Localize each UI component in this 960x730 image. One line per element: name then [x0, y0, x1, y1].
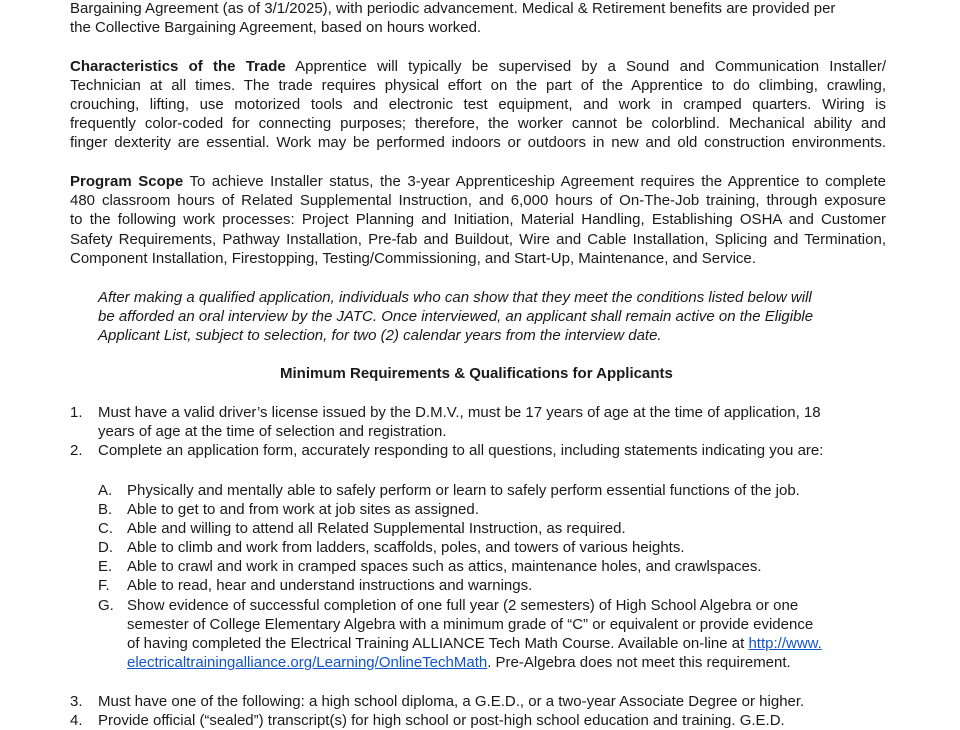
subitem-g-line-1: Show evidence of successful completion of one full year (2 semesters) of High School Algebra or one: [127, 597, 799, 614]
intro-line-2: the Collective Bargaining Agreement, based on hours worked.: [70, 19, 482, 36]
characteristics-title: Characteristics of the Trade: [70, 58, 286, 75]
item-1-line-2: years of age at the time of selection and registration.: [98, 423, 447, 440]
requirements-heading: Minimum Requirements & Qualifications for Applicants: [280, 365, 673, 382]
subitem-g-line-4: [127, 653, 791, 672]
item-4-line-1: Provide official (“sealed”) transcript(s) for high school or post-high school education and training. G.E.D.: [98, 712, 785, 729]
characteristics-line-1-text: Apprentice will typically be supervised by a Sound and Communication Installer/: [285, 58, 886, 75]
item-2-line-1: Complete an application form, accurately responding to all questions, including statements indicating you are:: [98, 442, 824, 459]
item-number: 4.: [70, 712, 83, 729]
subitem-letter: F.: [98, 577, 110, 594]
scope-title: Program Scope: [70, 173, 184, 190]
subitem-c-text: Able and willing to attend all Related Supplemental Instruction, as required.: [127, 520, 626, 537]
subitem-g-line-3: [127, 634, 822, 653]
item-1-line-1: Must have a valid driver’s license issued by the D.M.V., must be 17 years of age at the time of application, 18: [98, 404, 821, 421]
subitem-d-text: Able to climb and work from ladders, scaffolds, poles, and towers of various heights.: [127, 539, 685, 556]
scope-line-3: to the following work processes: Project Planning and Initiation, Material Handling, Establishing OSHA and Customer: [70, 211, 886, 228]
scope-line-5: Component Installation, Firestopping, Testing/Commissioning, and Start-Up, Maintenance, and Service.: [70, 250, 756, 267]
subitem-letter: G.: [98, 597, 114, 614]
subitem-e-text: Able to crawl and work in cramped spaces such as attics, maintenance holes, and crawlspaces.: [127, 558, 762, 575]
tech-math-link[interactable]: http://www.: [748, 635, 822, 652]
characteristics-line-4: frequently color-coded for connecting purposes; therefore, the worker cannot be colorblind. Mechanical ability and: [70, 115, 886, 132]
subitem-letter: C.: [98, 520, 113, 537]
subitem-letter: D.: [98, 539, 113, 556]
scope-line-4: Safety Requirements, Pathway Installation, Pre-fab and Buildout, Wire and Cable Installation, Splicing and Termination,: [70, 231, 886, 248]
scope-line-2: 480 classroom hours of Related Supplemental Instruction, and 6,000 hours of On-The-Job training, through exposure: [70, 192, 886, 209]
tech-math-link[interactable]: electricaltrainingalliance.org/Learning/OnlineTechMath: [127, 654, 488, 671]
characteristics-line-2: Technician at all times. The trade requires physical effort on the part of the Apprentice to do climbing, crawling,: [70, 77, 886, 94]
characteristics-line-3: crouching, lifting, use motorized tools and electronic test equipment, and work in cramped quarters. Wiring is: [70, 96, 886, 113]
subitem-letter: E.: [98, 558, 113, 575]
scope-line-1: [70, 172, 886, 191]
subitem-b-text: Able to get to and from work at job sites as assigned.: [127, 501, 479, 518]
subitem-a-text: Physically and mentally able to safely perform or learn to safely perform essential functions of the job.: [127, 482, 800, 499]
item-number: 3.: [70, 693, 83, 710]
scope-line-1-text: To achieve Installer status, the 3-year Apprenticeship Agreement requires the Apprentice to complete: [183, 173, 886, 190]
item-3-line-1: Must have one of the following: a high school diploma, a G.E.D., or a two-year Associate Degree or higher.: [98, 693, 805, 710]
subitem-g-line-2: semester of College Elementary Algebra with a minimum grade of “C” or equivalent or provide evidence: [127, 616, 814, 633]
item-number: 1.: [70, 404, 83, 421]
notice-line-2: be afforded an oral interview by the JATC. Once interviewed, an applicant shall remain active on the Eligible: [98, 308, 814, 325]
subitem-letter: A.: [98, 482, 113, 499]
subitem-g-line-4-text: . Pre-Algebra does not meet this requirement.: [487, 654, 791, 671]
subitem-g-line-3-text: of having completed the Electrical Training ALLIANCE Tech Math Course. Available on-line at: [127, 635, 749, 652]
subitem-f-text: Able to read, hear and understand instructions and warnings.: [127, 577, 533, 594]
subitem-letter: B.: [98, 501, 113, 518]
item-number: 2.: [70, 442, 83, 459]
characteristics-line-1: [70, 57, 886, 76]
characteristics-line-5: finger dexterity are essential. Work may be performed indoors or outdoors in new and old construction environments.: [70, 134, 886, 151]
notice-line-3: Applicant List, subject to selection, for two (2) calendar years from the interview date.: [98, 327, 662, 344]
notice-line-1: After making a qualified application, individuals who can show that they meet the conditions listed below will: [98, 289, 812, 306]
intro-line-1: Bargaining Agreement (as of 3/1/2025), with periodic advancement. Medical & Retirement benefits are provided per: [70, 0, 836, 17]
